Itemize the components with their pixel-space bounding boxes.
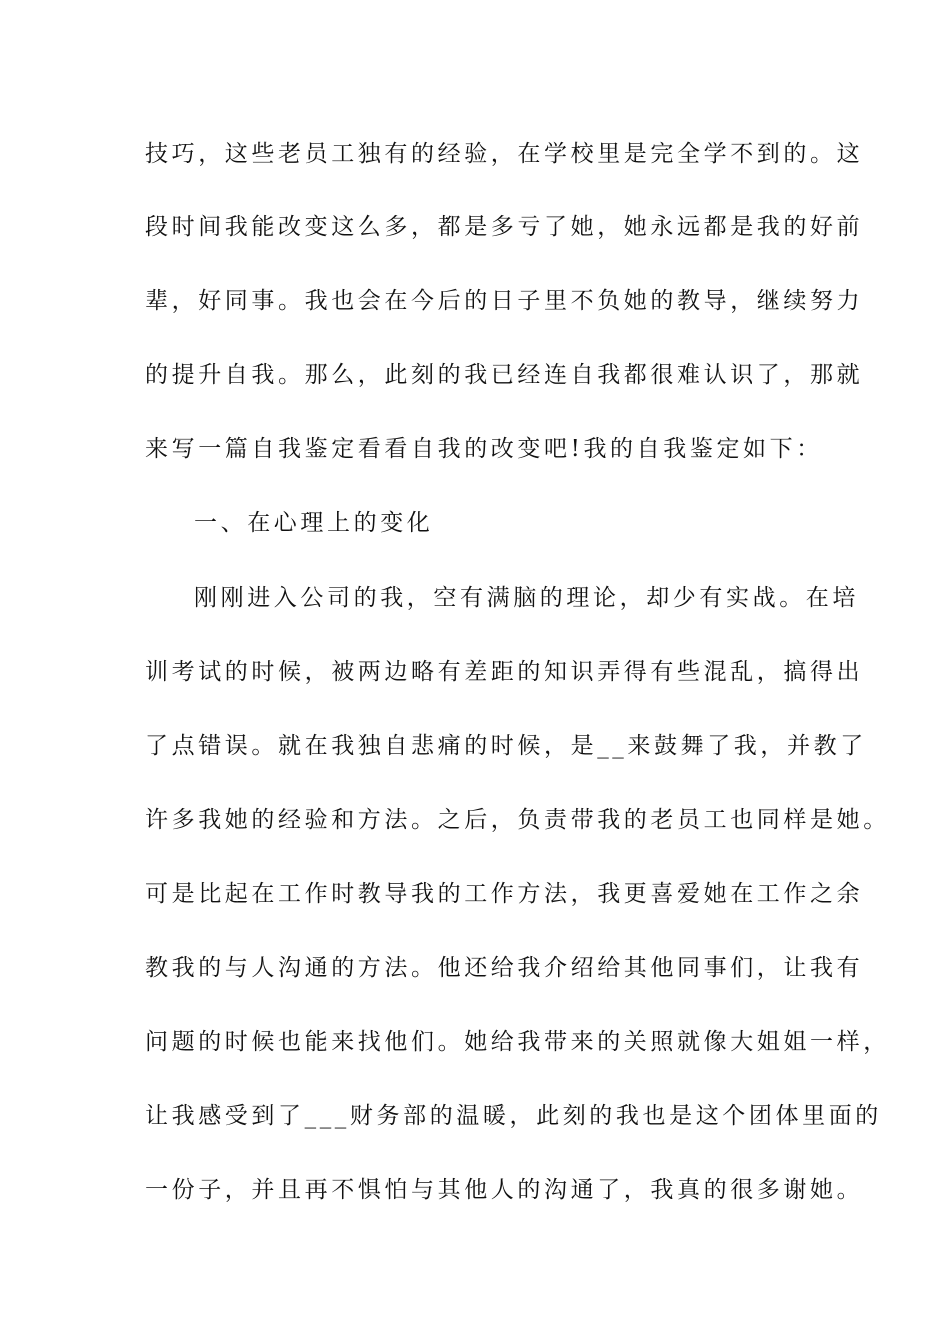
text-line: 训考试的时候，被两边略有差距的知识弄得有些混乱，搞得出 (145, 659, 864, 685)
text-line: 一份子，并且再不惧怕与其他人的沟通了，我真的很多谢她。 (145, 1177, 864, 1203)
text-line: 的提升自我。那么，此刻的我已经连自我都很难认识了，那就 (145, 362, 864, 388)
section-heading: 一、在心理上的变化 (194, 510, 434, 536)
text-line: 问题的时候也能来找他们。她给我带来的关照就像大姐姐一样， (145, 1029, 890, 1055)
text-line: 让我感受到了___财务部的温暖，此刻的我也是这个团体里面的 (145, 1103, 882, 1129)
text-line: 来写一篇自我鉴定看看自我的改变吧!我的自我鉴定如下： (145, 436, 823, 462)
text-line: 教我的与人沟通的方法。他还给我介绍给其他同事们，让我有 (145, 955, 864, 981)
text-line: 刚刚进入公司的我，空有满脑的理论，却少有实战。在培 (194, 585, 859, 611)
text-line: 技巧，这些老员工独有的经验，在学校里是完全学不到的。这 (145, 141, 864, 167)
text-line: 辈，好同事。我也会在今后的日子里不负她的教导，继续努力 (145, 288, 864, 314)
text-line: 段时间我能改变这么多，都是多亏了她，她永远都是我的好前 (145, 214, 864, 240)
text-line: 了点错误。就在我独自悲痛的时候，是__来鼓舞了我，并教了 (145, 733, 867, 759)
text-line: 许多我她的经验和方法。之后，负责带我的老员工也同样是她。 (145, 807, 890, 833)
text-line: 可是比起在工作时教导我的工作方法，我更喜爱她在工作之余 (145, 881, 864, 907)
